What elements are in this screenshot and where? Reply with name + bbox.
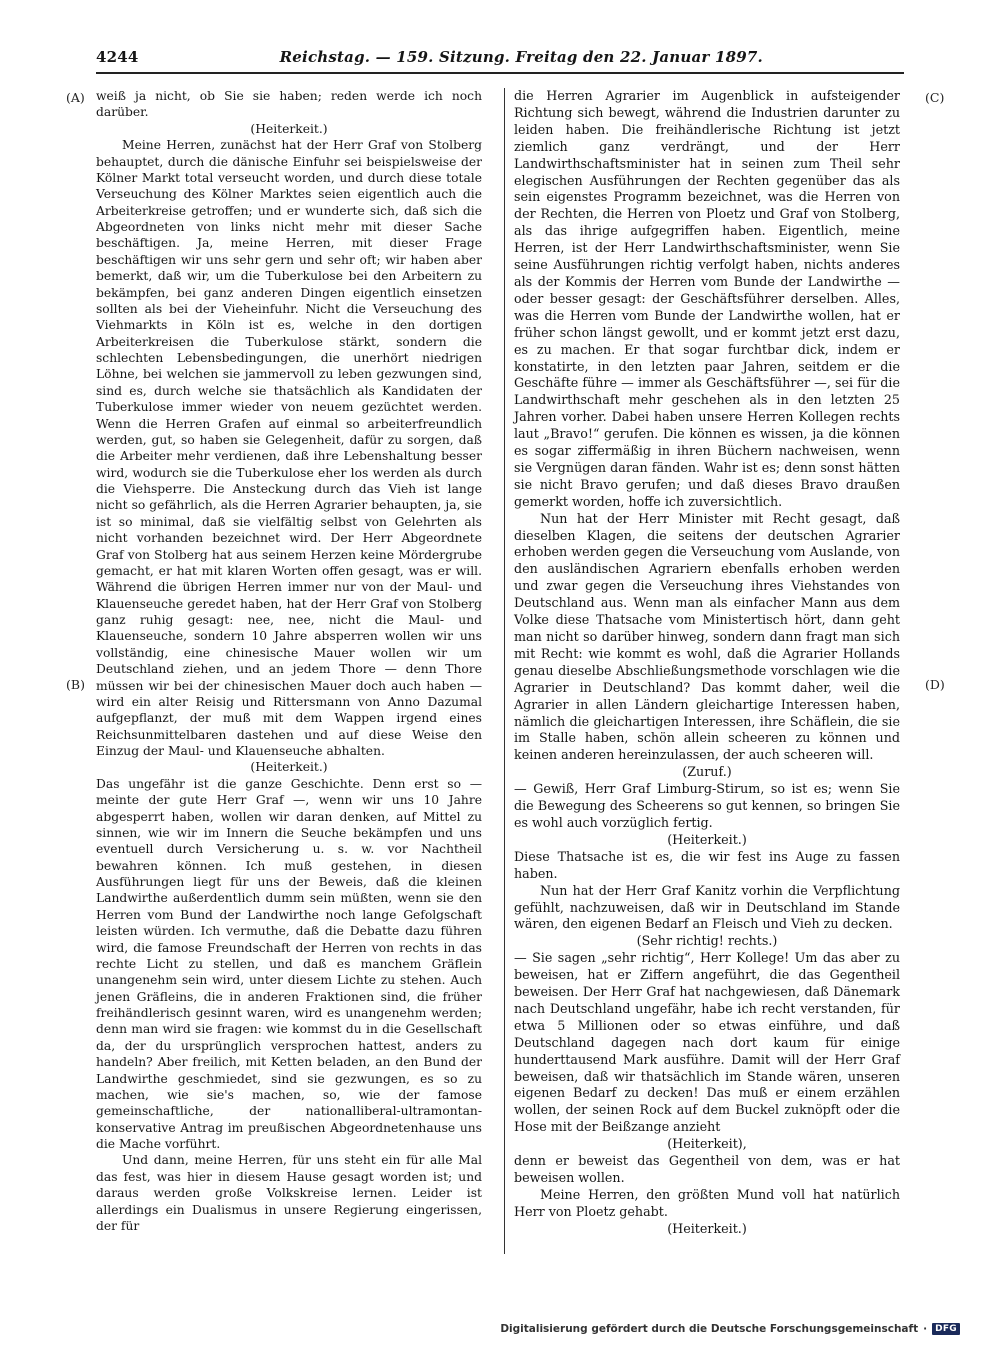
column-divider <box>504 88 505 1254</box>
right-column-paragraph: (Zuruf.) <box>682 764 732 780</box>
right-column-paragraph: (Heiterkeit.) <box>667 1220 747 1236</box>
right-column-paragraph: — Gewiß, Herr Graf Limburg-Stirum, so ist es; wenn Sie die Bewegung des Scheerens so gut kennen, so bringen Sie es wohl auch vorzüglich fertig. <box>514 781 900 830</box>
right-column-paragraph: Diese Thatsache ist es, die wir fest ins Auge zu fassen haben. <box>514 848 900 881</box>
right-column-paragraph: — Sie sagen „sehr richtig“, Herr Kollege! Um das aber zu beweisen, hat er Ziffern angeführt, die das Gegentheil beweisen. Der Herr Graf hat nachgewiesen, daß Dänemark nach Deutschland ungefähr, habe ich recht verstanden, für etwa 5 Millionen oder so etwas einführe, und daß Deutschland dagegen nach dort kaum für einige hunderttausend Mark ausführe. Damit will der Herr Graf beweisen, daß wir thatsächlich im Stande wären, unseren eigenen Bedarf zu decken! Das muß er einem erzählen wollen, der seinen Rock auf dem Buckel zuknöpft oder die Hose mit der Beißzange anzieht <box>514 950 900 1135</box>
right-column-paragraph: (Heiterkeit), <box>667 1136 747 1152</box>
dfg-logo: DFG <box>932 1323 960 1335</box>
right-column-paragraph: denn er beweist das Gegentheil von dem, was er hat beweisen wollen. <box>514 1153 900 1185</box>
left-column-paragraph: (Heiterkeit.) <box>250 760 328 775</box>
footer-credit: Digitalisierung gefördert durch die Deutsche Forschungsgemeinschaft <box>500 1323 919 1335</box>
margin-marker-c: (C) <box>925 90 945 105</box>
header-rule <box>96 72 904 74</box>
right-column-paragraph: Nun hat der Herr Graf Kanitz vorhin die Verpflichtung gefühlt, nachzuweisen, daß wir in Deutschland im Stande wären, den eigenen Bedarf an Fleisch und Vieh zu decken. <box>514 882 900 932</box>
margin-marker-a: (A) <box>66 90 85 105</box>
margin-marker-d: (D) <box>925 677 945 692</box>
right-column-paragraph: Nun hat der Herr Minister mit Recht gesagt, daß dieselben Klagen, die seitens der deutschen Agrarier erhoben werden gegen die Verseuchung vom Auslande, von den ausländischen Agrariern ebenfalls erhoben werden und zwar gegen die Verseuchung ihres Viehstandes von Deutschland aus. Wenn man als einfacher Mann aus dem Volke diese Thatsache vom Ministertisch hört, dann geht man nicht so darüber hinweg, sondern dann fragt man sich mit Recht: wie kommt es wohl, daß die Agrarier Hollands genau dieselbe Abschließungsmethode vorschlagen wie die Agrarier in Deutschland? Das kommt daher, weil die Agrarier in allen Ländern gleichartige Interessen haben, nämlich die gleichartigen Interessen, ihre Schäflein, die sie im Stalle haben, schön allein scheeren zu können und keinen anderen hereinzulassen, der auch scheeren will. <box>514 510 900 763</box>
running-head: Reichstag. — 159. Sitzung. Freitag den 22. Januar 1897. <box>279 48 763 66</box>
page-header <box>96 48 904 66</box>
left-column-paragraph: Das ungefähr ist die ganze Geschichte. Denn erst so — meinte der gute Herr Graf —, wenn wir uns 10 Jahre abgesperrt haben, wollen wir daran denken, auf Mittel zu sinnen, wie wir im Innern die Seuche bekämpfen und uns eventuell durch Versicherung u. s. w. vor Nachtheil bewahren können. Ich muß gestehen, in diesen Ausführungen liegt für uns der Beweis, daß die kleinen Landwirthe außerdentlich dumm sein müßten, wenn sie den Herren vom Bund der Landwirthe noch lange Gefolgschaft leisten würden. Ich vermuthe, daß die Debatte dazu führen wird, die famose Freundschaft der Herren von rechts in das rechte Licht zu stellen, und daß es manchem Gräflein unangenehm sein wird, unter diesem Lichte zu stehen. Auch jenen Gräfleins, die in anderen Fraktionen sind, die früher freihändlerisch gesinnt waren, wird es unangenehm werden; denn man wird sie fragen: wie kommst du in die Gesellschaft da, der du ursprünglich versprochen hattest, anders zu handeln? Aber freilich, mit Ketten beladen, an den Bund der Landwirthe geschmiedet, sind sie gezwungen, es so zu machen, wie sie's machen, so, wie der famose gemeinschaftliche, der nationalliberal-ultramontan-konservative Antrag im preußischen Abgeordnetenhause uns die Mache vorführt. <box>96 776 482 1151</box>
left-column-paragraph: weiß ja nicht, ob Sie sie haben; reden werde ich noch darüber. <box>96 89 482 120</box>
right-column-paragraph: (Heiterkeit.) <box>667 831 747 847</box>
left-column <box>96 88 482 1234</box>
left-column-paragraph: Meine Herren, zunächst hat der Herr Graf von Stolberg behauptet, durch die dänische Einfuhr sei beispielsweise der Kölner Markt total verseucht worden, und durch diese totale Verseuchung des Kölner Marktes seien eigentlich auch die Arbeiterkreise getroffen; und er wunderte sich, daß sich die Abgeordneten von links nicht mehr mit dieser Sache beschäftigen. Ja, meine Herren, mit dieser Frage beschäftigen wir uns sehr gern und sehr oft; wir haben aber bemerkt, daß wir, um die Tuberkulose bei den Arbeitern zu bekämpfen, bei ganz anderen Dingen eigentlich einsetzen sollten als bei der Vieheinfuhr. Nicht die Verseuchung des Viehmarkts in Köln ist es, welche in den dortigen Arbeiterkreisen die Tuberkulose stärkt, sondern die schlechten Lebensbedingungen, die unerhört niedrigen Löhne, bei welchen sie jammervoll zu leben gezwungen sind, sind es, durch welche sie thatsächlich als Kandidaten der Tuberkulose immer wieder von neuem gezüchtet werden. Wenn die Herren Grafen auf einmal so arbeiterfreundlich werden, gut, so haben sie Gelegenheit, dafür zu sorgen, daß die Arbeiter mehr verdienen, daß ihre Lebenshaltung besser wird, wodurch sie die Tuberkulose eher los werden als durch die Viehsperre. Die Ansteckung durch das Vieh ist lange nicht so gefährlich, als die Herren Agrarier behaupten, ja, sie ist so minimal, daß sie vielfältig selbst von Gelehrten als nicht vorhanden bezeichnet wird. Der Herr Abgeordnete Graf von Stolberg hat aus seinem Herzen keine Mördergrube gemacht, er hat mit klaren Worten offen gesagt, was er will. Während die übrigen Herren immer nur von der Maul- und Klauenseuche geredet haben, hat der Herr Graf von Stolberg ganz ruhig gesagt: nee, nee, nicht die Maul- und Klauenseuche, sondern 10 Jahre absperren wollen wir uns vollständig, eine chinesische Mauer wollen wir um Deutschland ziehen, und an jedem Thore — denn Thore müssen wir bei der chinesischen Mauer doch auch haben — wird ein alter Reisig und Rittersmann von Anno Dazumal aufgepflanzt, der muß mit dem Wappen irgend eines Reichsunmittelbaren dastehen und auf diese Weise den Einzug der Maul- und Klauenseuche abhalten. <box>96 138 482 758</box>
right-column-paragraph: die Herren Agrarier im Augenblick in aufsteigender Richtung sich bewegt, während die Industrien darunter zu leiden haben. Die freihändlerische Richtung ist jetzt ziemlich ganz verdrängt, und der Herr Landwirthschaftsminister hat in seinen zum Theil sehr elegischen Ausführungen der Rechten gegenüber das als sein eigenstes Programm bezeichnet, was die Herren von der Rechten, die Herren von Ploetz und Graf von Stolberg, als das ihrige aufgegriffen haben. Eigentlich, meine Herren, ist der Herr Landwirthschaftsminister, wenn Sie seine Ausführungen richtig verfolgt haben, nichts anderes als der Kommis der Herren vom Bunde der Landwirthe — oder besser gesagt: der Geschäftsführer derselben. Alles, was die Herren vom Bunde der Landwirthe wollen, hat er früher schon längst gewollt, und er kommt jetzt erst dazu, es zu machen. Er that sogar furchtbar dick, indem er konstatirte, in den letzten paar Jahren, seitdem er die Geschäfte führe — immer als Geschäftsführer —, sei für die Landwirthschaft mehr geschehen als in den letzten 25 Jahren vorher. Dabei haben unsere Herren Kollegen rechts laut „Bravo!“ gerufen. Die können es wissen, ja die können es sogar ziffermäßig in ihren Büchern nachweisen, wenn sie Vergnügen daran fänden. Wahr ist es; denn sonst hätten sie nicht Bravo gerufen; und daß dieses Bravo draußen gemerkt worden, hoffe ich zuversichtlich. <box>514 88 900 509</box>
margin-marker-b: (B) <box>66 677 85 692</box>
page-footer: Digitalisierung gefördert durch die Deutsche Forschungsgemeinschaft · DFG <box>500 1323 960 1335</box>
right-column <box>514 88 900 1238</box>
left-column-paragraph: Und dann, meine Herren, für uns steht ein für alle Mal das fest, was hier in diesem Hause gesagt worden ist; und daraus werden große Volkskreise lernen. Leider ist allerdings ein Dualismus in unsere Regierung eingerissen, der für <box>96 1153 482 1233</box>
right-column-paragraph: (Sehr richtig! rechts.) <box>636 933 778 949</box>
page-number: 4244 <box>96 48 139 66</box>
right-column-paragraph: Meine Herren, den größten Mund voll hat natürlich Herr von Ploetz gehabt. <box>514 1186 900 1219</box>
left-column-paragraph: (Heiterkeit.) <box>250 121 328 136</box>
